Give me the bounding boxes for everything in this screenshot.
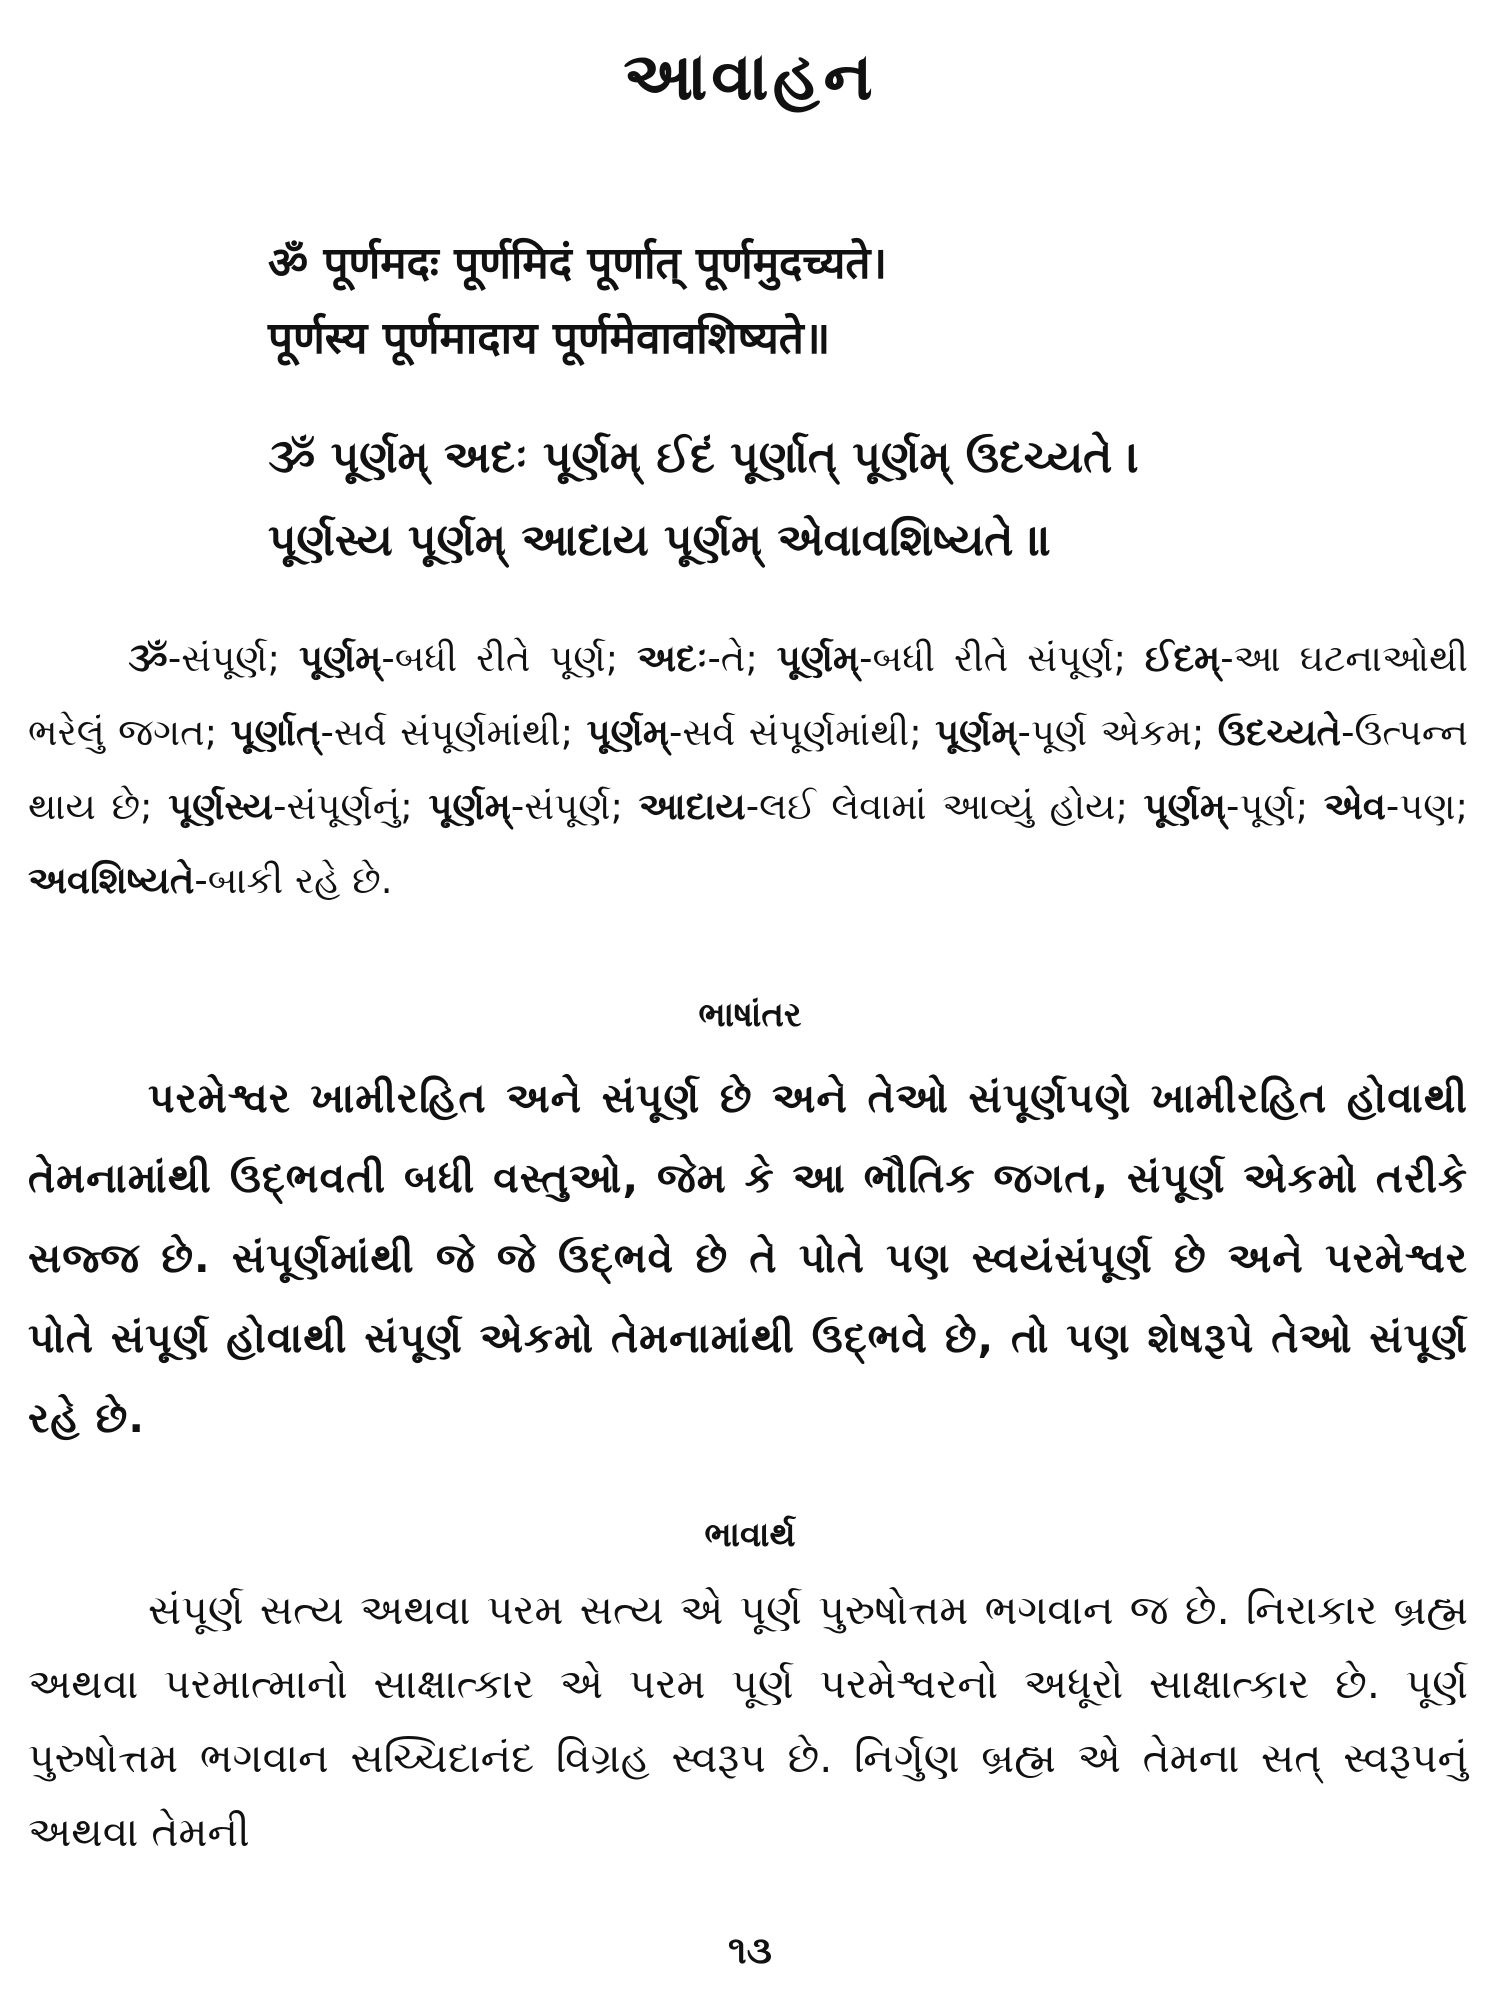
synonym-meaning: -પૂર્ણ એકમ; [1017, 711, 1218, 754]
gujarati-verse-line-2: પૂર્ણસ્ય પૂર્ણમ્ આદાય પૂર્ણમ્ એવાવશિષ્યતે ॥ [268, 514, 1052, 566]
synonym-word: એવ [1323, 785, 1386, 828]
synonym-meaning: -પૂર્ણ; [1226, 785, 1324, 828]
sanskrit-verse [268, 238, 1448, 388]
page-number: ૧૩ [728, 1928, 772, 1972]
synonym-word: અવશિષ્યતે [28, 859, 195, 902]
synonym-word: પૂર્ણમ્ [428, 785, 511, 828]
page-title: આવાહન [623, 38, 877, 115]
synonym-meaning: -બધી રીતે પૂર્ણ; [381, 637, 638, 680]
purport-heading: ભાવાર્થ [704, 1515, 796, 1555]
synonym-word: પૂર્ણમ્ [586, 711, 669, 754]
synonym-meaning: -તે; [707, 637, 777, 680]
synonym-meaning: -લઈ લેવામાં આવ્યું હોય; [745, 785, 1144, 828]
gujarati-transliteration [268, 432, 1448, 598]
synonym-meaning: -બાકી રહે છે. [194, 859, 393, 902]
synonym-word: પૂર્ણમ્ [1143, 785, 1227, 828]
synonym-meaning: -સંપૂર્ણ; [510, 785, 639, 828]
translation-paragraph: પરમેશ્વર ખામીરહિત અને સંપૂર્ણ છે અને તેઓ સંપૂર્ણપણે ખામીરહિત હોવાથી તેમનામાંથી ઉદ્ભવતી બધી વસ્તુઓ, જેમ કે આ ભૌતિક જગત, સંપૂર્ણ એકમો તરીકે સજ્જ છે. સંપૂર્ણમાંથી જે જે ઉદ્ભવે છે તે પોતે પણ સ્વયંસંપૂર્ણ છે અને પરમેશ્વર પોતે સંપૂર્ણ હોવાથી સંપૂર્ણ એકમો તેમનામાંથી ઉદ્ભવે છે, તો પણ શેષરૂપે તેઓ સંપૂર્ણ રહે છે. [28, 1074, 1468, 1442]
synonym-meaning: -સંપૂર્ણ; [167, 637, 299, 680]
synonym-word: આદાય [638, 785, 746, 828]
synonym-meaning: -બધી રીતે સંપૂર્ણ; [859, 637, 1145, 680]
synonym-word: પૂર્ણાત્ [230, 711, 321, 754]
synonym-meaning: -સર્વ સંપૂર્ણમાંથી; [320, 711, 587, 754]
synonym-word: ઉદચ્યતે [1217, 711, 1342, 754]
synonym-meaning: -આ ઘટનાઓથી ભરેલું જગત; [28, 637, 1469, 754]
synonym-meaning: -પણ; [1385, 785, 1469, 828]
sanskrit-verse-line-2: पूर्णस्य पूर्णमादाय पूर्णमेवावशिष्यते॥ [268, 312, 831, 364]
synonym-word: અદઃ [637, 637, 708, 680]
synonym-word: પૂર્ણસ્ય [168, 785, 274, 828]
translation-heading: ભાષાંતર [698, 995, 802, 1035]
synonym-word: પૂર્ણમ્ [776, 637, 860, 680]
gujarati-verse-line-1: ૐ પૂર્ણમ્ અદઃ પૂર્ણમ્ ઈદં પૂર્ણાત્ પૂર્ણમ્ ઉદચ્યતે । [268, 432, 1140, 483]
purport-paragraph: સંપૂર્ણ સત્ય અથવા પરમ સત્ય એ પૂર્ણ પુરુષોત્તમ ભગવાન જ છે. નિરાકાર બ્રહ્મ અથવા પરમાત્માનો સાક્ષાત્કાર એ પરમ પૂર્ણ પરમેશ્વરનો અધૂરો સાક્ષાત્કાર છે. પૂર્ણ પુરુષોત્તમ ભગવાન સચ્ચિદાનંદ વિગ્રહ સ્વરૂપ છે. નિર્ગુણ બ્રહ્મ એ તેમના સત્ સ્વરૂપનું અથવા તેમની [28, 1586, 1468, 1856]
word-meanings-paragraph [28, 622, 1468, 918]
sanskrit-verse-line-1: ॐ पूर्णमदः पूर्णमिदं पूर्णात् पूर्णमुदच्यते। [268, 238, 888, 289]
synonym-word: પૂર્ણમ્ [935, 711, 1018, 754]
synonym-meaning: -સંપૂર્ણનું; [273, 785, 429, 828]
synonym-meaning: -ઉત્પન્ન થાય છે; [28, 711, 1468, 828]
synonym-word: ઈદમ્ [1144, 637, 1221, 680]
synonym-word: પૂર્ણમ્ [298, 637, 382, 680]
synonym-word: ૐ [128, 637, 168, 680]
synonym-meaning: -સર્વ સંપૂર્ણમાંથી; [668, 711, 936, 754]
